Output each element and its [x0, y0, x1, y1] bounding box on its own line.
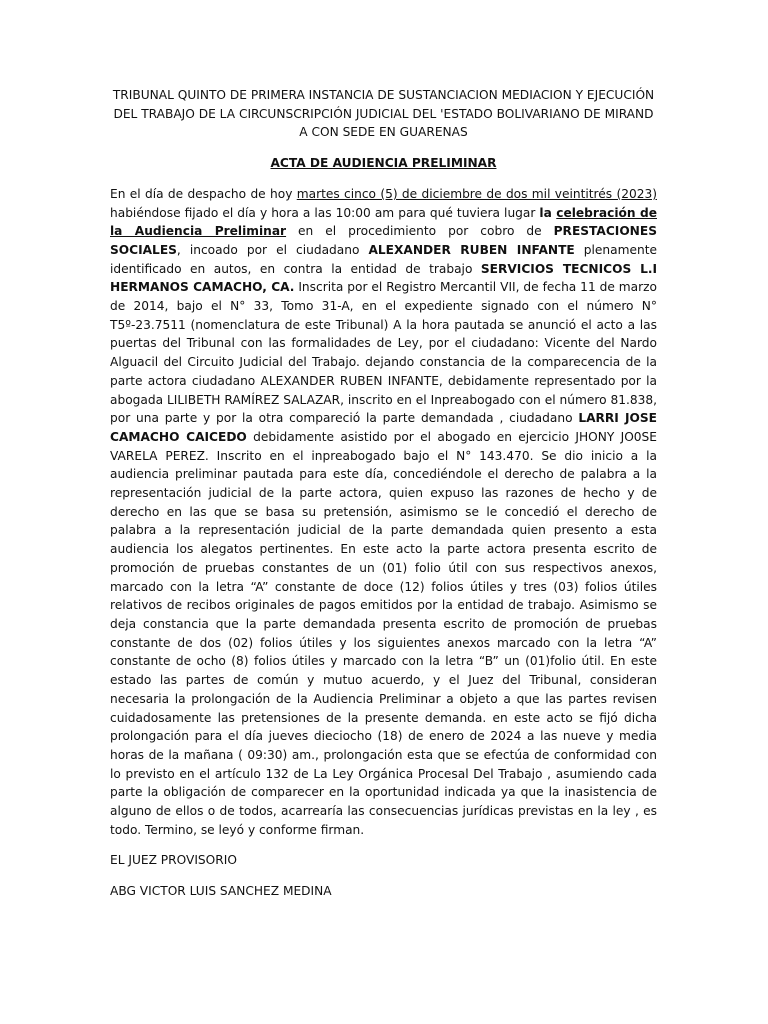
body-text-segment: plenamente identificado en autos, en contra la entidad de trabajo — [110, 242, 657, 276]
signature-name: ABG VICTOR LUIS SANCHEZ MEDINA — [110, 884, 332, 899]
body-text-segment: , incoado por el ciudadano — [176, 242, 369, 257]
hearing-date: martes cinco (5) de diciembre de dos mil veintitrés (2023) — [296, 186, 657, 201]
body-text-segment: en el procedimiento por cobro de — [286, 224, 554, 239]
hearing-purpose: celebración de la Audiencia Preliminar — [110, 205, 657, 239]
document-title: ACTA DE AUDIENCIA PRELIMINAR — [270, 156, 497, 171]
body-text-segment: debidamente asistido por el abogado en ejercicio JHONY JO0SE VARELA PEREZ. Inscrito en el inpreabogado bajo el N° 143.470. Se dio inicio a la audiencia preliminar pautada para este día, concediéndole el derecho de palabra a la representación judicial de la parte actora, quien expuso las razones de hecho y de derecho en las que se basa su pretensión, asimismo se le concedió el derecho de palabra a la representación judicial de la parte demandada quien presento a esta audiencia los alegatos pertinentes. En este acto la parte actora presenta escrito de promoción de pruebas constantes de un (01) folio útil con sus respectivos anexos, marcado con la letra “A” constante de doce (12) folios útiles y tres (03) folios útiles relativos de recibos originales de pagos emitidos por la entidad de trabajo. Asimismo se deja constancia que la parte demandada presenta escrito de promoción de pruebas constante de dos (02) folios útiles y los siguientes anexos marcado con la letra “A” constante de ocho (8) folios útiles y marcado con la letra “B” un (01)folio útil. En este estado las partes de común y mutuo acuerdo, y el Juez del Tribunal, consideran necesaria la prolongación de la Audiencia Preliminar a objeto a que las partes revisen cuidadosamente las pretensiones de la presente demanda. en este acto se fijó dicha prolongación para el día jueves dieciocho (18) de enero de 2024 a las nueve y media horas de la mañana ( 09:30) am., prolongación esta que se efectúa de conformidad con lo previsto en el artículo 132 de La Ley Orgánica Procesal Del Trabajo , asumiendo cada parte la obligación de comparecer en la oportunidad indicada ya que la inasistencia de alguno de ellos o de todos, acarrearía las consecuencias jurídicas previstas en la ley , es todo. Termino, se leyó y conforme firman. — [110, 429, 657, 837]
document-content — [110, 86, 657, 901]
body-text-segment: En el día de despacho de hoy — [110, 186, 297, 201]
defendant-entity: SERVICIOS TECNICOS L.I HERMANOS CAMACHO, CA. — [110, 261, 658, 295]
body-paragraph — [110, 185, 657, 840]
body-text-segment: Inscrita por el Registro Mercantil VII, de fecha 11 de marzo de 2014, bajo el N° 33, Tomo 31-A, en el expediente signado con el número N° T5º-23.7511 (nomenclatura de este Tribunal) A la hora pautada se anunció el acto a las puertas del Tribunal con las formalidades de Ley, por el ciudadano: Vicente del Nardo Alguacil del Circuito Judicial del Trabajo. dejando constancia de la comparecencia de la parte actora ciudadano ALEXANDER RUBEN INFANTE, debidamente representado por la abogada LILIBETH RAMÍREZ SALAZAR, inscrito en el Inpreabogado con el número 81.838, por una parte y por la otra compareció la parte demandada , ciudadano — [110, 280, 657, 426]
defendant-name: LARRI JOSE CAMACHO CAICEDO — [110, 411, 657, 444]
body-text-bold: la — [539, 205, 557, 220]
plaintiff-name: ALEXANDER RUBEN INFANTE — [368, 242, 575, 257]
body-text-segment: habiéndose fijado el día y hora a las 10:00 am para qué tuviera lugar — [110, 205, 540, 220]
claim-type: PRESTACIONES SOCIALES — [110, 224, 657, 257]
signature-role: EL JUEZ PROVISORIO — [110, 853, 237, 868]
court-header: TRIBUNAL QUINTO DE PRIMERA INSTANCIA DE SUSTANCIACION MEDIACION Y EJECUCIÓN DEL TRABAJO DE LA CIRCUNSCRIPCIÓN JUDICIAL DEL 'ESTADO BOLIVARIANO DE MIRAND A CON SEDE EN GUARENAS — [112, 88, 655, 140]
